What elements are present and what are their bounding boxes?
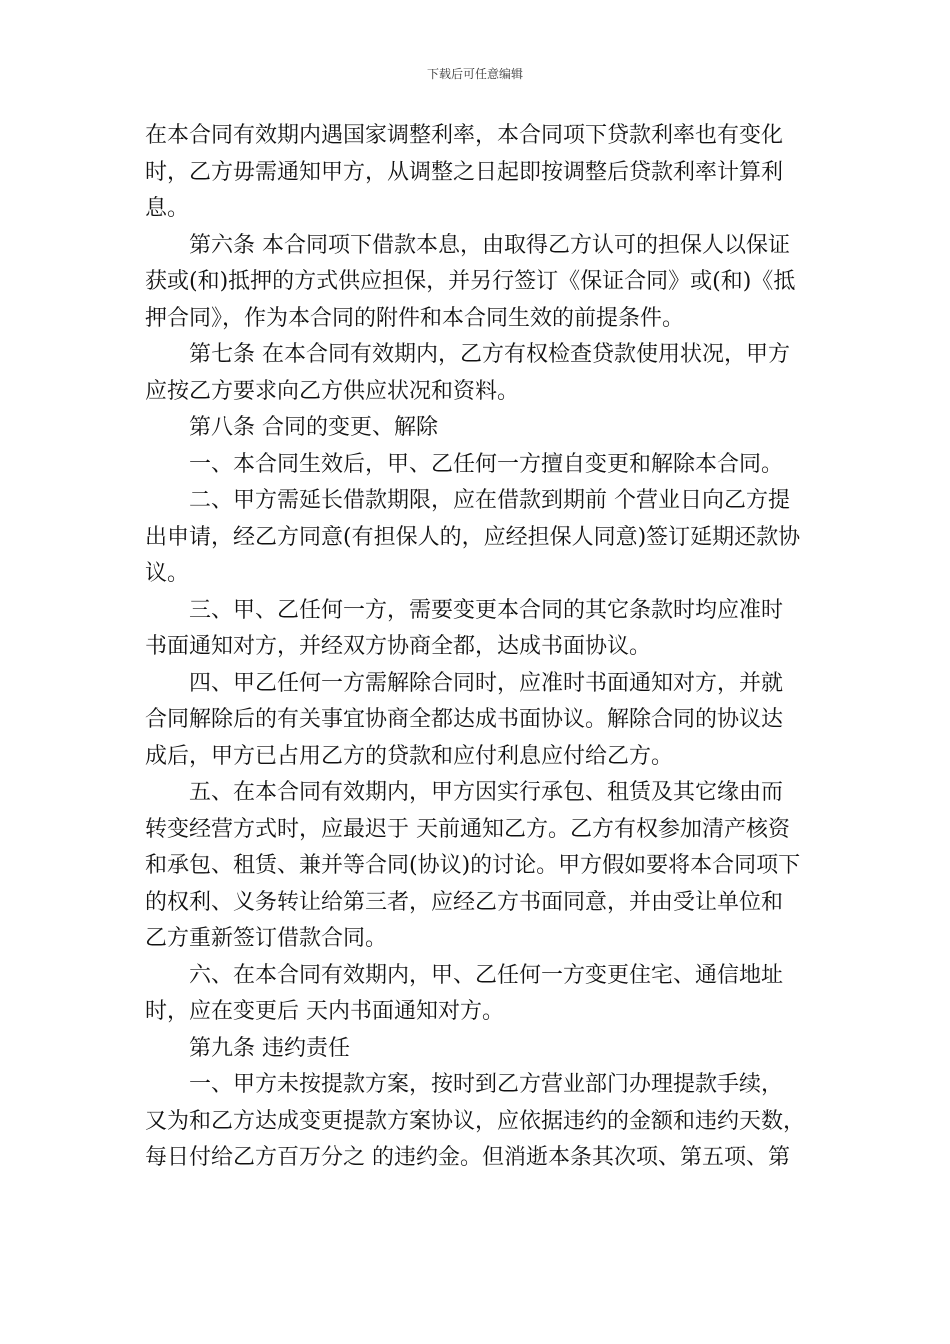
text-line: 五、在本合同有效期内，甲方因实行承包、租赁及其它缘由而 bbox=[189, 780, 784, 805]
text-line: 成后，甲方已占用乙方的贷款和应付利息应付给乙方。 bbox=[145, 743, 674, 769]
text-line: 合同解除后的有关事宜协商全都达成书面协议。解除合同的协议达 bbox=[145, 707, 784, 732]
text-line: 在本合同有效期内遇国家调整利率，本合同项下贷款利率也有变化 bbox=[145, 123, 784, 148]
text-line: 六、在本合同有效期内，甲、乙任何一方变更住宅、通信地址 bbox=[189, 962, 784, 988]
text-line: 乙方重新签订借款合同。 bbox=[145, 926, 388, 951]
text-line: 获或(和)抵押的方式供应担保，并另行签订《保证合同》或(和)《抵 bbox=[145, 269, 796, 294]
text-line: 第六条 本合同项下借款本息，由取得乙方认可的担保人以保证 bbox=[189, 232, 790, 258]
page-header: 下载后可任意编辑 bbox=[426, 67, 523, 81]
text-line: 转变经营方式时，应最迟于 天前通知乙方。乙方有权参加清产核资 bbox=[145, 816, 790, 842]
text-line: 二、甲方需延长借款期限，应在借款到期前 个营业日向乙方提 bbox=[189, 488, 790, 513]
text-line: 时，乙方毋需通知甲方，从调整之日起即按调整后贷款利率计算利 bbox=[145, 159, 784, 185]
text-line: 议。 bbox=[145, 561, 190, 586]
text-line: 出申请，经乙方同意(有担保人的，应经担保人同意)签订延期还款协 bbox=[145, 524, 801, 550]
text-line: 又为和乙方达成变更提款方案协议，应依据违约的金额和违约天数， bbox=[145, 1108, 806, 1134]
text-line: 三、甲、乙任何一方，需要变更本合同的其它条款时均应准时 bbox=[189, 597, 784, 623]
text-line: 和承包、租赁、兼并等合同(协议)的讨论。甲方假如要将本合同项下 bbox=[145, 853, 801, 878]
text-line: 的权利、义务转让给第三者，应经乙方书面同意，并由受让单位和 bbox=[145, 889, 784, 915]
text-line: 时，应在变更后 天内书面通知对方。 bbox=[145, 999, 504, 1024]
text-line: 第七条 在本合同有效期内，乙方有权检查贷款使用状况，甲方 bbox=[189, 342, 790, 367]
text-line: 四、甲乙任何一方需解除合同时，应准时书面通知对方，并就 bbox=[189, 670, 784, 696]
text-line: 书面通知对方，并经双方协商全都，达成书面协议。 bbox=[145, 634, 652, 659]
text-line: 每日付给乙方百万分之 的违约金。但消逝本条其次项、第五项、第 bbox=[145, 1145, 790, 1170]
text-line: 息。 bbox=[145, 196, 190, 221]
text-line: 第九条 违约责任 bbox=[189, 1035, 350, 1061]
text-line: 应按乙方要求向乙方供应状况和资料。 bbox=[145, 378, 520, 404]
text-line: 一、本合同生效后，甲、乙任何一方擅自变更和解除本合同。 bbox=[189, 451, 784, 477]
text-line: 第八条 合同的变更、解除 bbox=[189, 415, 438, 440]
text-line: 一、甲方未按提款方案，按时到乙方营业部门办理提款手续， bbox=[189, 1072, 784, 1097]
text-line: 押合同》，作为本合同的附件和本合同生效的前提条件。 bbox=[145, 305, 685, 331]
document-body bbox=[145, 118, 810, 1177]
